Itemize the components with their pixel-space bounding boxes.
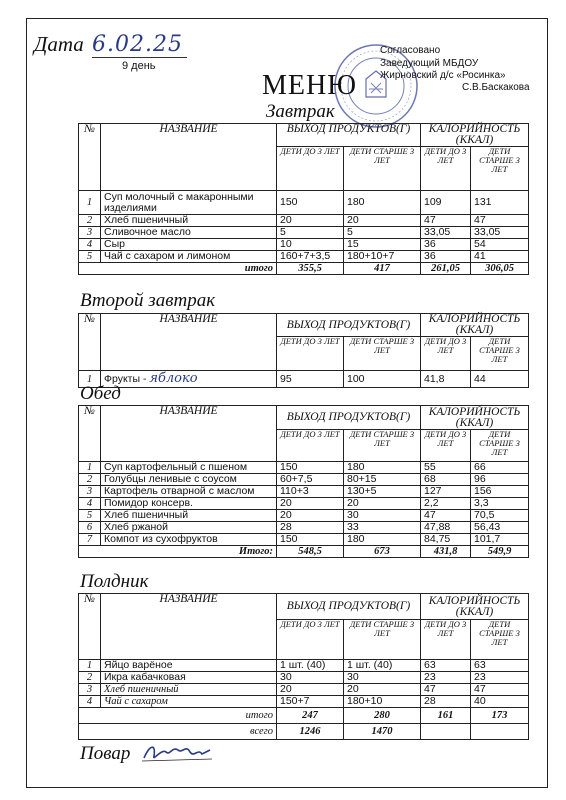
col-name: НАЗВАНИЕ (101, 314, 277, 371)
row-name: Хлеб пшеничный (101, 215, 277, 227)
row-name: Хлеб пшеничный (101, 510, 277, 522)
col-yield: ВЫХОД ПРОДУКТОВ(Г) (277, 314, 421, 337)
total-row (79, 708, 529, 724)
row-cal-under3: 47 (421, 510, 471, 522)
row-cal-under3: 36 (421, 239, 471, 251)
row-yield-over3: 5 (344, 227, 421, 239)
row-cal-under3: 47 (421, 684, 471, 696)
row-yield-under3: 30 (277, 672, 344, 684)
row-cal-under3: 23 (421, 672, 471, 684)
row-cal-under3: 36 (421, 251, 471, 263)
row-num: 3 (79, 227, 101, 239)
row-yield-under3: 160+7+3,5 (277, 251, 344, 263)
total-yield-over3: 417 (344, 263, 421, 275)
row-yield-over3: 20 (344, 215, 421, 227)
table-row (79, 498, 529, 510)
row-num: 7 (79, 534, 101, 546)
total-row (79, 263, 529, 275)
col-over3: ДЕТИ СТАРШЕ 3 ЛЕТ (471, 147, 529, 191)
row-yield-under3: 20 (277, 215, 344, 227)
total-row (79, 546, 529, 558)
row-yield-over3: 15 (344, 239, 421, 251)
empty-cell (421, 724, 471, 740)
empty-cell (471, 724, 529, 740)
row-name: Хлеб ржаной (101, 522, 277, 534)
row-cal-under3: 47 (421, 215, 471, 227)
table-row (79, 191, 529, 215)
table-row (79, 696, 529, 708)
table-row (79, 239, 529, 251)
table-row (79, 522, 529, 534)
total-label: Итого: (79, 546, 277, 558)
row-cal-over3: 3,3 (471, 498, 529, 510)
row-num: 1 (79, 371, 101, 388)
row-name: Суп молочный с макаронными изделиями (101, 191, 277, 215)
row-cal-under3: 63 (421, 660, 471, 672)
total-cal-under3: 161 (421, 708, 471, 724)
row-yield-under3: 20 (277, 498, 344, 510)
row-cal-over3: 96 (471, 474, 529, 486)
total-yield-under3: 548,5 (277, 546, 344, 558)
row-cal-over3: 63 (471, 660, 529, 672)
col-under3: ДЕТИ ДО 3 ЛЕТ (277, 147, 344, 191)
col-over3: ДЕТИ СТАРШЕ 3 ЛЕТ (471, 337, 529, 371)
total-yield-over3: 673 (344, 546, 421, 558)
col-calories: КАЛОРИЙНОСТЬ (ККАЛ) (421, 406, 529, 430)
total-cal-over3: 306,05 (471, 263, 529, 275)
row-num: 2 (79, 215, 101, 227)
table-row (79, 510, 529, 522)
col-num: № (79, 594, 101, 660)
row-yield-under3: 60+7,5 (277, 474, 344, 486)
table-row (79, 371, 529, 388)
row-yield-under3: 150 (277, 191, 344, 215)
row-yield-under3: 20 (277, 510, 344, 522)
row-yield-under3: 20 (277, 684, 344, 696)
row-yield-over3: 100 (344, 371, 421, 388)
col-calories: КАЛОРИЙНОСТЬ (ККАЛ) (421, 124, 529, 147)
row-yield-over3: 130+5 (344, 486, 421, 498)
row-cal-over3: 56,43 (471, 522, 529, 534)
row-name: Суп картофельный с пшеном (101, 462, 277, 474)
row-yield-under3: 95 (277, 371, 344, 388)
row-name: Сыр (101, 239, 277, 251)
row-num: 1 (79, 191, 101, 215)
col-under3: ДЕТИ ДО 3 ЛЕТ (421, 620, 471, 660)
row-cal-over3: 23 (471, 672, 529, 684)
row-num: 3 (79, 486, 101, 498)
col-under3: ДЕТИ ДО 3 ЛЕТ (277, 620, 344, 660)
col-yield: ВЫХОД ПРОДУКТОВ(Г) (277, 406, 421, 430)
row-name: Компот из сухофруктов (101, 534, 277, 546)
grand-total-under3: 1246 (277, 724, 344, 740)
col-name: НАЗВАНИЕ (101, 594, 277, 660)
row-name: Хлеб пшеничный (101, 684, 277, 696)
date-row (34, 32, 187, 58)
row-cal-over3: 131 (471, 191, 529, 215)
section-title-breakfast: Завтрак (266, 101, 335, 122)
table-row (79, 684, 529, 696)
row-cal-under3: 109 (421, 191, 471, 215)
total-cal-under3: 431,8 (421, 546, 471, 558)
col-name: НАЗВАНИЕ (101, 406, 277, 462)
table-row (79, 672, 529, 684)
approval-line: Жирновский д/с «Росинка» (380, 70, 506, 81)
col-num: № (79, 406, 101, 462)
day-label: 9 день (122, 60, 156, 72)
row-name (101, 371, 277, 388)
row-cal-under3: 55 (421, 462, 471, 474)
row-num: 2 (79, 672, 101, 684)
row-name: Голубцы ленивые с соусом (101, 474, 277, 486)
row-cal-over3: 47 (471, 684, 529, 696)
col-over3: ДЕТИ СТАРШЕ 3 ЛЕТ (344, 337, 421, 371)
total-cal-over3: 549,9 (471, 546, 529, 558)
row-yield-under3: 5 (277, 227, 344, 239)
row-cal-over3: 156 (471, 486, 529, 498)
row-name: Яйцо варёное (101, 660, 277, 672)
row-num: 4 (79, 239, 101, 251)
row-cal-under3: 68 (421, 474, 471, 486)
approval-name: С.В.Баскакова (462, 82, 530, 93)
row-yield-under3: 150+7 (277, 696, 344, 708)
row-yield-over3: 180 (344, 534, 421, 546)
row-yield-over3: 30 (344, 672, 421, 684)
table-row (79, 486, 529, 498)
date-label: Дата (34, 32, 84, 56)
row-num: 4 (79, 696, 101, 708)
row-num: 5 (79, 251, 101, 263)
approval-line: Согласовано (380, 45, 441, 56)
row-yield-under3: 1 шт. (40) (277, 660, 344, 672)
row-name: Помидор консерв. (101, 498, 277, 510)
row-yield-over3: 180+10+7 (344, 251, 421, 263)
row-num: 2 (79, 474, 101, 486)
col-under3: ДЕТИ ДО 3 ЛЕТ (277, 430, 344, 462)
second-breakfast-table (78, 313, 529, 388)
section-title-snack: Полдник (80, 571, 149, 592)
col-under3: ДЕТИ ДО 3 ЛЕТ (421, 430, 471, 462)
row-cal-under3: 47,88 (421, 522, 471, 534)
total-cal-under3: 261,05 (421, 263, 471, 275)
row-cal-over3: 101,7 (471, 534, 529, 546)
handwritten-fruit: яблоко (149, 371, 198, 386)
row-cal-under3: 33,05 (421, 227, 471, 239)
col-over3: ДЕТИ СТАРШЕ 3 ЛЕТ (471, 430, 529, 462)
cook-signature-icon (140, 738, 220, 766)
col-yield: ВЫХОД ПРОДУКТОВ(Г) (277, 124, 421, 147)
grand-total-over3: 1470 (344, 724, 421, 740)
row-cal-over3: 70,5 (471, 510, 529, 522)
col-calories: КАЛОРИЙНОСТЬ (ККАЛ) (421, 314, 529, 337)
row-cal-over3: 33,05 (471, 227, 529, 239)
cook-label: Повар (80, 743, 131, 764)
row-yield-over3: 180 (344, 191, 421, 215)
total-yield-over3: 280 (344, 708, 421, 724)
row-num: 1 (79, 660, 101, 672)
row-yield-under3: 150 (277, 534, 344, 546)
row-cal-over3: 44 (471, 371, 529, 388)
approval-block (380, 45, 530, 93)
col-calories: КАЛОРИЙНОСТЬ (ККАЛ) (421, 594, 529, 620)
table-row (79, 474, 529, 486)
total-cal-over3: 173 (471, 708, 529, 724)
row-name: Картофель отварной с маслом (101, 486, 277, 498)
row-yield-under3: 150 (277, 462, 344, 474)
table-row (79, 215, 529, 227)
col-over3: ДЕТИ СТАРШЕ 3 ЛЕТ (471, 620, 529, 660)
row-yield-over3: 1 шт. (40) (344, 660, 421, 672)
table-row (79, 660, 529, 672)
row-yield-over3: 20 (344, 684, 421, 696)
section-title-second-breakfast: Второй завтрак (80, 290, 216, 311)
col-over3: ДЕТИ СТАРШЕ 3 ЛЕТ (344, 147, 421, 191)
row-cal-over3: 66 (471, 462, 529, 474)
page-title: МЕНЮ (262, 70, 357, 101)
row-cal-over3: 41 (471, 251, 529, 263)
row-yield-over3: 180+10 (344, 696, 421, 708)
row-yield-over3: 20 (344, 498, 421, 510)
row-num: 1 (79, 462, 101, 474)
row-cal-under3: 41,8 (421, 371, 471, 388)
col-yield: ВЫХОД ПРОДУКТОВ(Г) (277, 594, 421, 620)
row-cal-under3: 28 (421, 696, 471, 708)
row-cal-over3: 54 (471, 239, 529, 251)
row-name: Чай с сахаром и лимоном (101, 251, 277, 263)
row-name: Икра кабачковая (101, 672, 277, 684)
breakfast-table (78, 123, 529, 275)
table-row (79, 534, 529, 546)
row-yield-under3: 110+3 (277, 486, 344, 498)
table-row (79, 462, 529, 474)
row-cal-under3: 84,75 (421, 534, 471, 546)
table-row (79, 251, 529, 263)
row-yield-under3: 10 (277, 239, 344, 251)
date-value: 6.02.25 (92, 32, 187, 58)
section-title-lunch: Обед (80, 383, 121, 404)
row-yield-over3: 80+15 (344, 474, 421, 486)
grand-total-label: всего (79, 724, 277, 740)
col-under3: ДЕТИ ДО 3 ЛЕТ (421, 147, 471, 191)
row-name: Чай с сахаром (101, 696, 277, 708)
snack-table (78, 593, 529, 740)
total-label: итого (79, 708, 277, 724)
col-under3: ДЕТИ ДО 3 ЛЕТ (421, 337, 471, 371)
col-under3: ДЕТИ ДО 3 ЛЕТ (277, 337, 344, 371)
row-num: 3 (79, 684, 101, 696)
row-yield-over3: 30 (344, 510, 421, 522)
row-cal-under3: 2,2 (421, 498, 471, 510)
total-yield-under3: 355,5 (277, 263, 344, 275)
row-cal-over3: 40 (471, 696, 529, 708)
row-name: Сливочное масло (101, 227, 277, 239)
col-num: № (79, 314, 101, 371)
total-label: итого (79, 263, 277, 275)
col-name: НАЗВАНИЕ (101, 124, 277, 191)
lunch-table (78, 405, 529, 558)
row-num: 6 (79, 522, 101, 534)
row-yield-under3: 28 (277, 522, 344, 534)
row-num: 5 (79, 510, 101, 522)
row-yield-over3: 180 (344, 462, 421, 474)
row-yield-over3: 33 (344, 522, 421, 534)
col-over3: ДЕТИ СТАРШЕ 3 ЛЕТ (344, 430, 421, 462)
row-cal-over3: 47 (471, 215, 529, 227)
total-yield-under3: 247 (277, 708, 344, 724)
row-cal-under3: 127 (421, 486, 471, 498)
approval-line: Заведующий МБДОУ (380, 57, 479, 69)
row-name-text: Фрукты - (104, 373, 147, 385)
table-row (79, 227, 529, 239)
col-num: № (79, 124, 101, 191)
row-num: 4 (79, 498, 101, 510)
col-over3: ДЕТИ СТАРШЕ 3 ЛЕТ (344, 620, 421, 660)
